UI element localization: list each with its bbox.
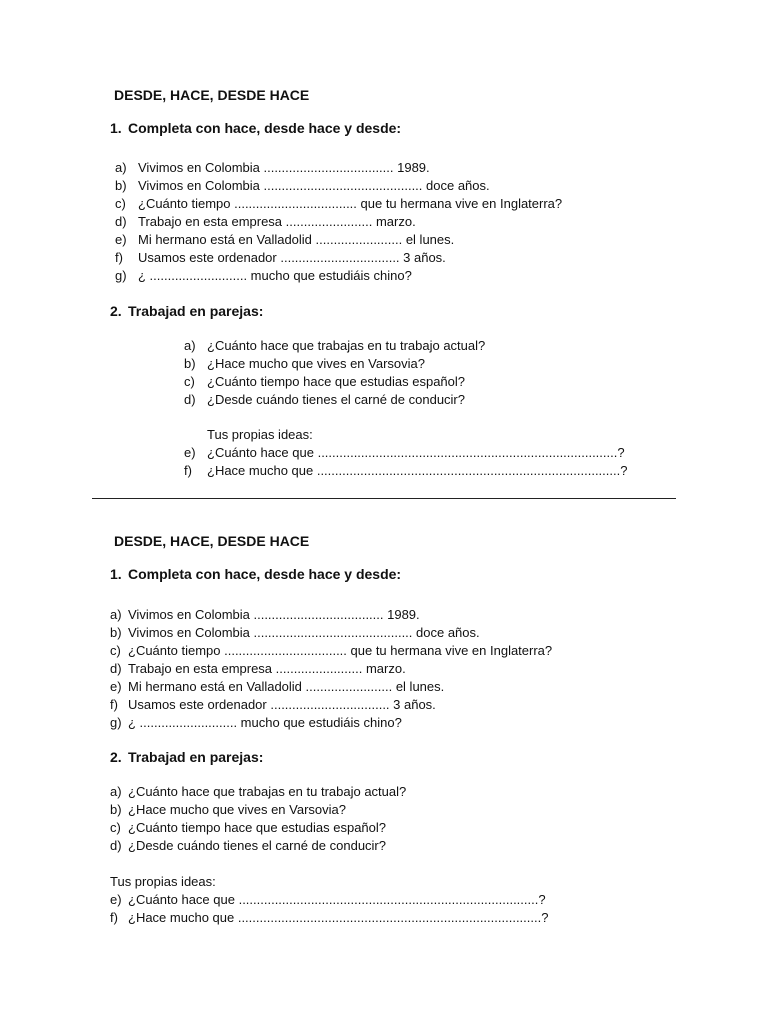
item-text: Vivimos en Colombia .................................... 1989. bbox=[128, 607, 420, 622]
item-label: a) bbox=[110, 784, 122, 799]
worksheet-title-bottom: DESDE, HACE, DESDE HACE bbox=[114, 533, 310, 549]
exercise-2-list-bottom bbox=[110, 783, 406, 855]
exercise-2-heading-bottom bbox=[110, 749, 263, 765]
exercise-1-heading-text: Completa con hace, desde hace y desde: bbox=[128, 566, 402, 582]
item-label: b) bbox=[110, 802, 122, 817]
cut-line-divider bbox=[92, 498, 676, 499]
list-item bbox=[110, 696, 552, 714]
item-label: d) bbox=[110, 838, 122, 853]
exercise-1-heading-top bbox=[110, 120, 401, 136]
item-text: Vivimos en Colombia .................................... 1989. bbox=[138, 160, 430, 175]
list-item bbox=[184, 462, 627, 480]
item-text: Trabajo en esta empresa ........................ marzo. bbox=[128, 661, 406, 676]
list-item bbox=[110, 678, 552, 696]
exercise-2-number: 2. bbox=[110, 749, 122, 765]
item-text: ¿Cuánto tiempo hace que estudias español? bbox=[207, 374, 466, 389]
item-text: ¿Hace mucho que ....................................................................................? bbox=[128, 910, 549, 925]
item-text: ¿Hace mucho que vives en Varsovia? bbox=[128, 802, 346, 817]
item-label: e) bbox=[110, 892, 122, 907]
item-label: b) bbox=[110, 625, 122, 640]
list-item bbox=[110, 606, 552, 624]
list-item bbox=[115, 267, 562, 285]
item-text: ¿Hace mucho que vives en Varsovia? bbox=[207, 356, 425, 371]
list-item bbox=[110, 891, 548, 909]
item-text: ¿Hace mucho que ....................................................................................? bbox=[207, 463, 628, 478]
exercise-1-number: 1. bbox=[110, 566, 122, 582]
list-item bbox=[184, 337, 485, 355]
own-ideas-label-bottom: Tus propias ideas: bbox=[110, 874, 216, 889]
item-label: c) bbox=[110, 820, 121, 835]
exercise-2-heading-text: Trabajad en parejas: bbox=[128, 303, 264, 319]
list-item bbox=[110, 624, 552, 642]
list-item bbox=[115, 195, 562, 213]
list-item bbox=[110, 714, 552, 732]
item-label: f) bbox=[110, 697, 118, 712]
item-text: ¿Cuánto tiempo hace que estudias español? bbox=[128, 820, 387, 835]
item-label: b) bbox=[184, 356, 196, 371]
item-label: d) bbox=[110, 661, 122, 676]
exercise-2-list-top bbox=[184, 337, 485, 409]
exercise-1-list-bottom bbox=[110, 606, 552, 732]
list-item bbox=[115, 231, 562, 249]
exercise-1-number: 1. bbox=[110, 120, 122, 136]
item-label: a) bbox=[115, 160, 127, 175]
item-text: ¿Desde cuándo tienes el carné de conducir? bbox=[207, 392, 465, 407]
item-label: c) bbox=[110, 643, 121, 658]
exercise-2-heading-top bbox=[110, 303, 263, 319]
item-label: g) bbox=[115, 268, 127, 283]
exercise-1-heading-bottom bbox=[110, 566, 401, 582]
item-text: Vivimos en Colombia ............................................ doce años. bbox=[128, 625, 480, 640]
worksheet-title-top: DESDE, HACE, DESDE HACE bbox=[114, 87, 310, 103]
list-item bbox=[110, 783, 406, 801]
list-item bbox=[110, 819, 406, 837]
item-label: a) bbox=[110, 607, 122, 622]
item-label: d) bbox=[184, 392, 196, 407]
list-item bbox=[115, 213, 562, 231]
list-item bbox=[115, 159, 562, 177]
item-label: b) bbox=[115, 178, 127, 193]
item-label: e) bbox=[184, 445, 196, 460]
item-label: e) bbox=[110, 679, 122, 694]
item-text: Mi hermano está en Valladolid ........................ el lunes. bbox=[128, 679, 445, 694]
list-item bbox=[184, 391, 485, 409]
item-text: ¿ ........................... mucho que estudiáis chino? bbox=[138, 268, 412, 283]
item-text: ¿Cuánto tiempo .................................. que tu hermana vive en Inglaterra? bbox=[138, 196, 563, 211]
item-text: ¿Desde cuándo tienes el carné de conducir? bbox=[128, 838, 386, 853]
item-text: ¿Cuánto tiempo .................................. que tu hermana vive en Inglaterra? bbox=[128, 643, 553, 658]
item-label: c) bbox=[184, 374, 195, 389]
item-text: ¿ ........................... mucho que estudiáis chino? bbox=[128, 715, 402, 730]
list-item bbox=[184, 373, 485, 391]
item-text: Usamos este ordenador ................................. 3 años. bbox=[138, 250, 446, 265]
exercise-1-list-top bbox=[115, 159, 562, 285]
item-text: ¿Cuánto hace que ...................................................................................? bbox=[207, 445, 625, 460]
item-label: f) bbox=[115, 250, 123, 265]
item-label: c) bbox=[115, 196, 126, 211]
item-label: f) bbox=[110, 910, 118, 925]
item-text: ¿Cuánto hace que trabajas en tu trabajo actual? bbox=[207, 338, 486, 353]
item-text: ¿Cuánto hace que ...................................................................................? bbox=[128, 892, 546, 907]
list-item bbox=[184, 444, 627, 462]
own-ideas-list-top bbox=[184, 444, 627, 480]
item-label: e) bbox=[115, 232, 127, 247]
own-ideas-list-bottom bbox=[110, 891, 548, 927]
exercise-1-heading-text: Completa con hace, desde hace y desde: bbox=[128, 120, 402, 136]
list-item bbox=[110, 642, 552, 660]
own-ideas-label-top: Tus propias ideas: bbox=[207, 427, 313, 442]
list-item bbox=[115, 249, 562, 267]
item-text: Trabajo en esta empresa ........................ marzo. bbox=[138, 214, 416, 229]
item-text: ¿Cuánto hace que trabajas en tu trabajo actual? bbox=[128, 784, 407, 799]
item-label: d) bbox=[115, 214, 127, 229]
exercise-2-number: 2. bbox=[110, 303, 122, 319]
item-text: Vivimos en Colombia ............................................ doce años. bbox=[138, 178, 490, 193]
list-item bbox=[184, 355, 485, 373]
list-item bbox=[110, 909, 548, 927]
item-label: f) bbox=[184, 463, 192, 478]
list-item bbox=[110, 660, 552, 678]
item-label: g) bbox=[110, 715, 122, 730]
item-text: Mi hermano está en Valladolid ........................ el lunes. bbox=[138, 232, 455, 247]
list-item bbox=[110, 837, 406, 855]
item-label: a) bbox=[184, 338, 196, 353]
list-item bbox=[110, 801, 406, 819]
exercise-2-heading-text: Trabajad en parejas: bbox=[128, 749, 264, 765]
item-text: Usamos este ordenador ................................. 3 años. bbox=[128, 697, 436, 712]
list-item bbox=[115, 177, 562, 195]
